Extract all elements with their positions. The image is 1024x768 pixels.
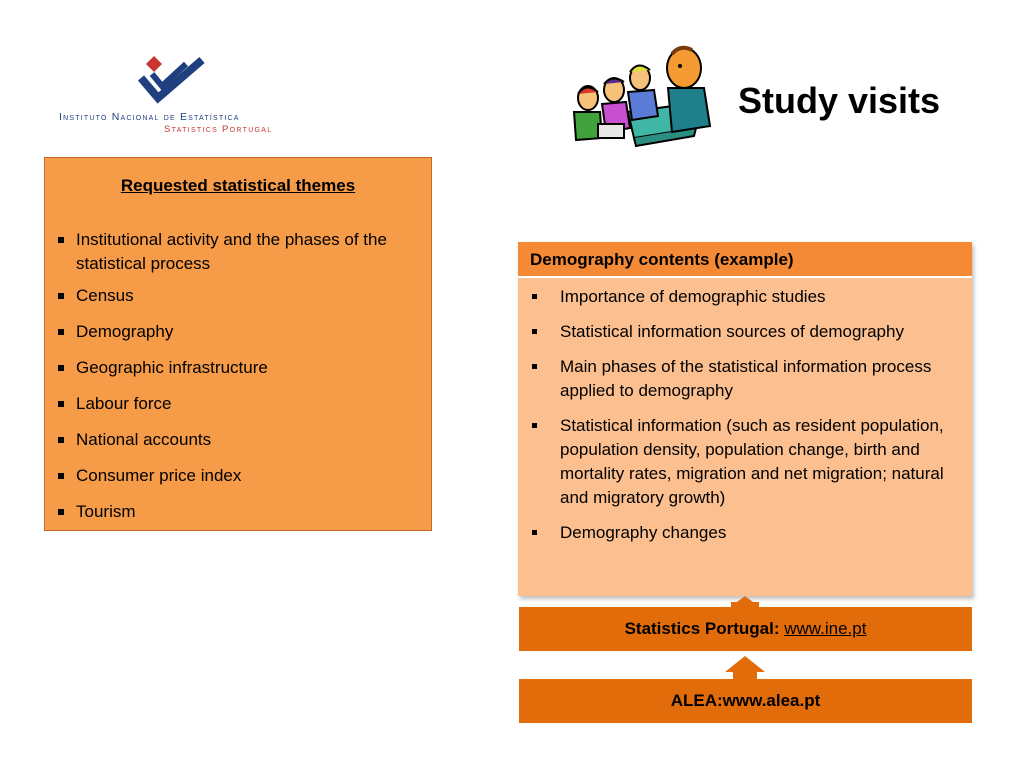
list-item: Consumer price index [57, 464, 422, 488]
list-item: Main phases of the statistical information process applied to demography [530, 355, 960, 403]
alea-bar [519, 679, 972, 723]
ine-link[interactable]: www.ine.pt [784, 619, 867, 638]
page-title: Study visits [738, 80, 941, 121]
list-item: Demography changes [530, 521, 960, 545]
themes-list [57, 228, 422, 536]
arrow-up-icon [725, 656, 765, 680]
demography-contents-box [518, 242, 972, 596]
list-item: Institutional activity and the phases of the statistical process [57, 228, 422, 276]
list-item: Census [57, 284, 422, 308]
statistics-portugal-bar [519, 607, 972, 651]
themes-heading: Requested statistical themes [120, 176, 356, 195]
list-item: Labour force [57, 392, 422, 416]
ine-logo [56, 56, 296, 140]
list-item: Geographic infrastructure [57, 356, 422, 380]
list-item: Importance of demographic studies [530, 285, 960, 309]
logo-subname: Statistics Portugal [164, 124, 273, 135]
list-item: Tourism [57, 500, 422, 524]
list-item: Demography [57, 320, 422, 344]
ine-logo-mark-icon [138, 56, 210, 108]
demography-heading: Demography contents (example) [530, 250, 794, 269]
meeting-people-illustration [568, 42, 718, 150]
ine-label: Statistics Portugal: [624, 619, 780, 638]
list-item: Statistical information sources of demography [530, 320, 960, 344]
requested-themes-box [44, 157, 432, 531]
alea-link[interactable]: ALEA:www.alea.pt [670, 691, 821, 710]
demography-list [530, 285, 960, 556]
demography-header [518, 242, 972, 278]
logo-name: Instituto Nacional de Estatística [59, 111, 240, 123]
list-item: National accounts [57, 428, 422, 452]
list-item: Statistical information (such as resident population, population density, population change, birth and mortality rates, migration and net migration; natural and migratory growth) [530, 414, 960, 510]
